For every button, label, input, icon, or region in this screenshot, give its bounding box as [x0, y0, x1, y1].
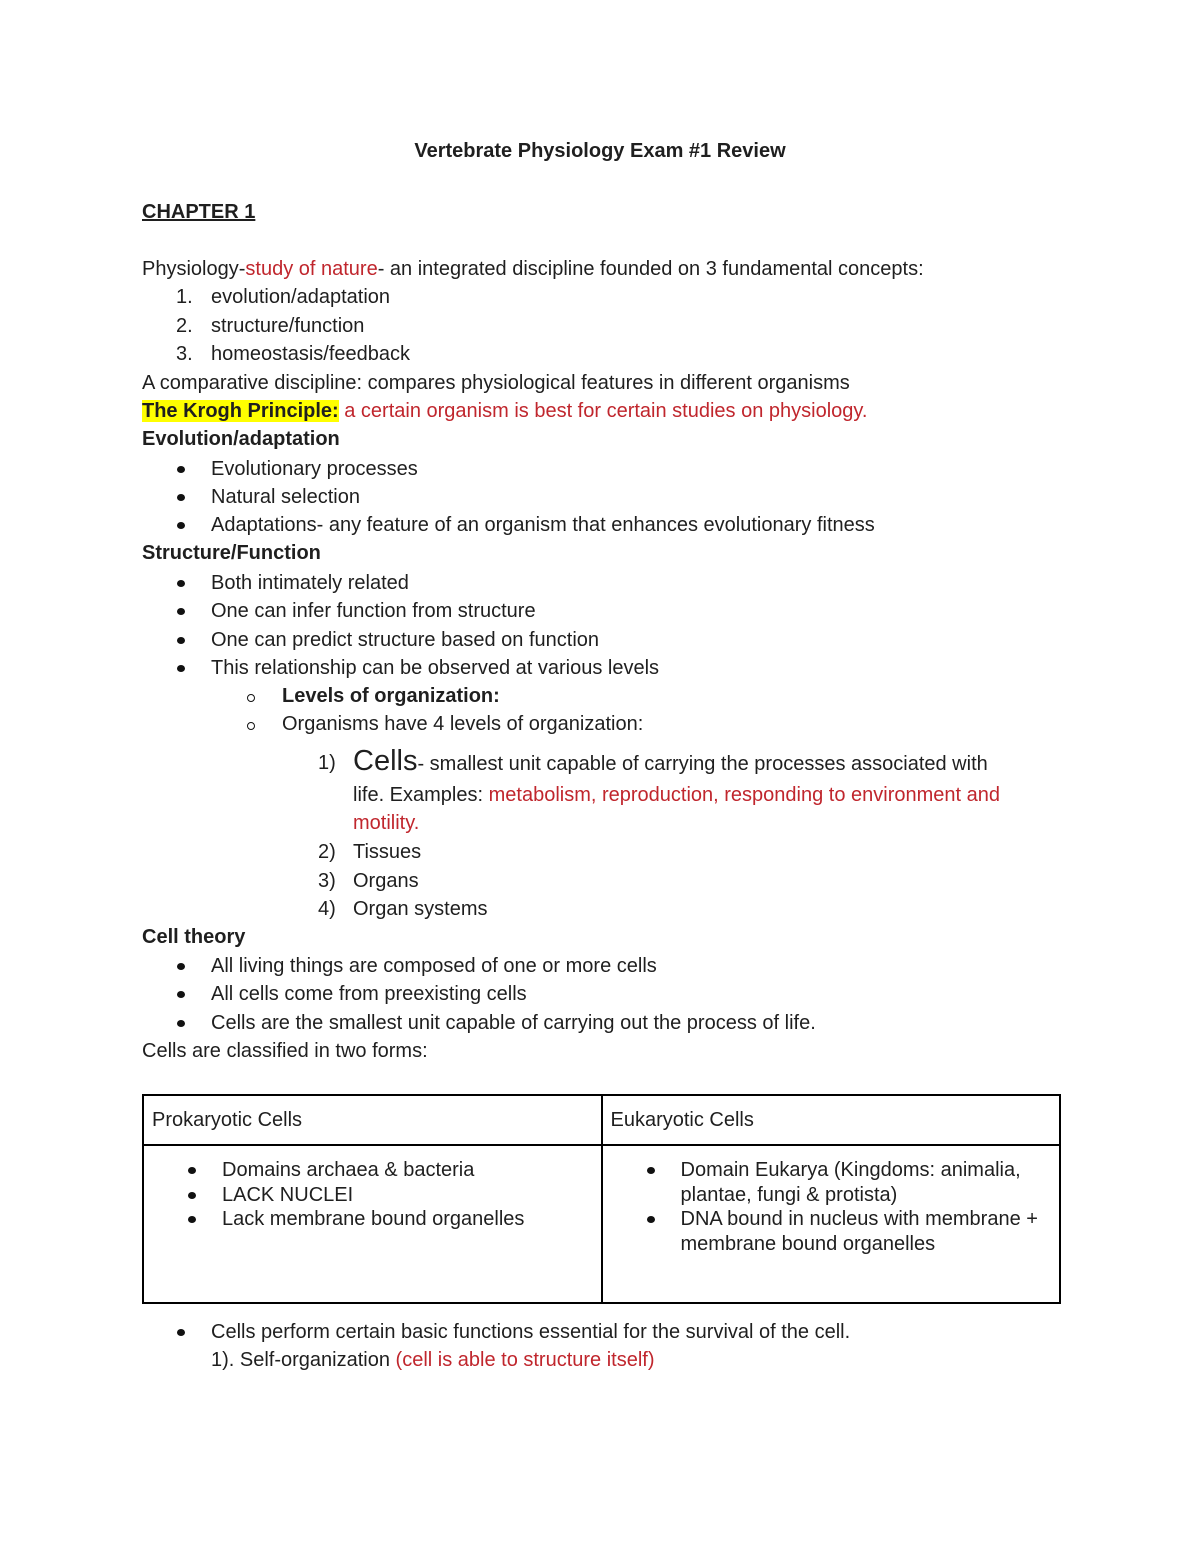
concept-item: structure/function: [211, 315, 365, 337]
physiology-definition: [142, 255, 924, 283]
functions-item: [211, 1346, 655, 1374]
bullet-icon: [177, 494, 185, 501]
prokaryotic-header: Prokaryotic Cells: [143, 1095, 602, 1145]
physiology-term-definition: study of nature: [245, 258, 378, 280]
bullet-icon: [177, 1020, 185, 1027]
structure-item: One can infer function from structure: [211, 600, 536, 622]
cells-examples-list: metabolism, reproduction, responding to environment and: [488, 784, 1001, 806]
cell-types-table: [142, 1094, 1061, 1304]
list-item: Domains archaea & bacteria: [222, 1158, 593, 1183]
structure-item: This relationship can be observed at various levels: [211, 657, 660, 679]
structure-item: One can predict structure based on function: [211, 629, 600, 651]
cells-examples: [353, 781, 1000, 809]
concept-number: 3.: [176, 343, 193, 365]
level-tissues: Tissues: [353, 841, 422, 863]
levels-intro: Organisms have 4 levels of organization:: [282, 713, 644, 735]
bullet-icon: [177, 637, 185, 644]
cells-examples-cont: motility.: [353, 812, 420, 834]
cell-theory-heading: Cell theory: [142, 926, 246, 948]
cell-theory-item: All living things are composed of one or more cells: [211, 955, 657, 977]
cell-theory-item: All cells come from preexisting cells: [211, 983, 527, 1005]
list-item: Lack membrane bound organelles: [222, 1207, 593, 1232]
classified-line: Cells are classified in two forms:: [142, 1040, 428, 1062]
bullet-icon: [177, 608, 185, 615]
evolution-item: Adaptations- any feature of an organism that enhances evolutionary fitness: [211, 514, 875, 536]
bullet-icon: [177, 665, 185, 672]
bullet-icon: [177, 963, 185, 970]
physiology-rest: - an integrated discipline founded on 3 fundamental concepts:: [377, 258, 924, 280]
table-header-row: [143, 1095, 1060, 1145]
eukaryotic-header: Eukaryotic Cells: [602, 1095, 1061, 1145]
functions-item-prefix: 1). Self-organization: [211, 1349, 396, 1371]
concept-item: homeostasis/feedback: [211, 343, 411, 365]
comparative-line: A comparative discipline: compares physiological features in different organisms: [142, 372, 850, 394]
prokaryotic-list: [152, 1158, 593, 1232]
bullet-icon: [177, 1329, 185, 1336]
level-number: 3): [318, 870, 336, 892]
levels-heading: Levels of organization:: [282, 685, 500, 707]
list-item: Domain Eukarya (Kingdoms: animalia, plantae, fungi & protista): [681, 1158, 1046, 1207]
concept-number: 1.: [176, 286, 193, 308]
evolution-item: Natural selection: [211, 486, 360, 508]
concept-item: evolution/adaptation: [211, 286, 391, 308]
cells-term: Cells: [353, 745, 418, 777]
level-number: 1): [318, 752, 336, 774]
cells-examples-prefix: life. Examples:: [353, 784, 489, 806]
physiology-term: Physiology-: [142, 258, 246, 280]
evolution-heading: Evolution/adaptation: [142, 428, 340, 450]
bullet-icon: [177, 522, 185, 529]
evolution-item: Evolutionary processes: [211, 458, 418, 480]
bullet-icon: [177, 991, 185, 998]
table-row: [143, 1145, 1060, 1303]
functions-bullet: Cells perform certain basic functions essential for the survival of the cell.: [211, 1321, 851, 1343]
krogh-text: a certain organism is best for certain studies on physiology.: [338, 400, 868, 422]
level-cells: [353, 743, 988, 782]
hollow-bullet-icon: [247, 722, 255, 730]
krogh-label: The Krogh Principle:: [142, 400, 339, 422]
level-organs: Organs: [353, 870, 419, 892]
structure-item: Both intimately related: [211, 572, 409, 594]
bullet-icon: [177, 580, 185, 587]
prokaryotic-cell: [143, 1145, 602, 1303]
list-item: DNA bound in nucleus with membrane + membrane bound organelles: [681, 1207, 1046, 1256]
document-title: Vertebrate Physiology Exam #1 Review: [414, 140, 786, 162]
level-number: 4): [318, 898, 336, 920]
level-number: 2): [318, 841, 336, 863]
concept-number: 2.: [176, 315, 193, 337]
eukaryotic-cell: [602, 1145, 1061, 1303]
hollow-bullet-icon: [247, 694, 255, 702]
cell-theory-item: Cells are the smallest unit capable of carrying out the process of life.: [211, 1012, 816, 1034]
bullet-icon: [177, 466, 185, 473]
cells-description: - smallest unit capable of carrying the processes associated with: [417, 753, 988, 775]
structure-heading: Structure/Function: [142, 542, 321, 564]
level-organ-systems: Organ systems: [353, 898, 488, 920]
krogh-principle: [142, 397, 867, 425]
chapter-heading: CHAPTER 1: [142, 201, 256, 223]
functions-item-note: (cell is able to structure itself): [395, 1349, 655, 1371]
eukaryotic-list: [611, 1158, 1052, 1256]
list-item: LACK NUCLEI: [222, 1183, 593, 1208]
